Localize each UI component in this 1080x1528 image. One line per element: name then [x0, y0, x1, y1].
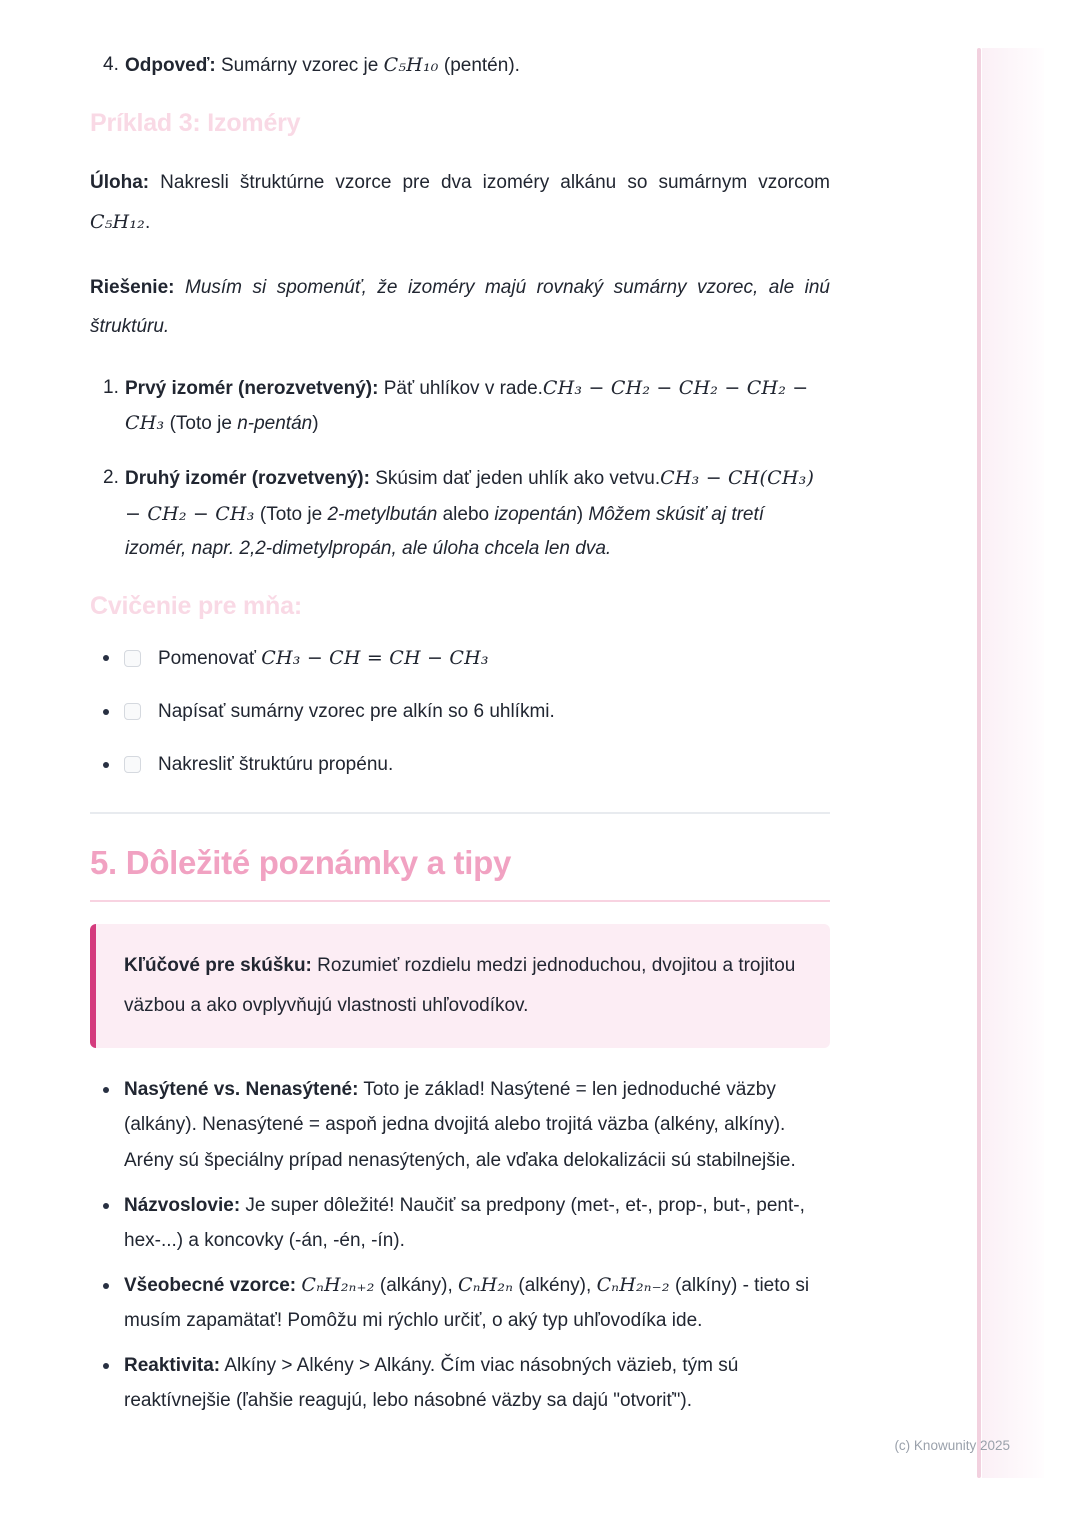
- list-number: 1.: [103, 376, 119, 398]
- formula-c5h10: C₅H₁₀: [383, 54, 439, 76]
- note-label: Názvoslovie:: [124, 1194, 241, 1216]
- bullet-dot-icon: [103, 655, 109, 661]
- solution-label: Riešenie:: [90, 277, 175, 299]
- note-text: [124, 1268, 830, 1338]
- practice-checklist: [90, 641, 830, 783]
- checklist-label: [158, 747, 393, 782]
- isomer-1-text: [125, 371, 830, 441]
- content-column: [90, 48, 830, 1418]
- task-tail: .: [144, 212, 151, 234]
- solution-paragraph: [90, 269, 830, 347]
- checklist-label: [158, 694, 555, 729]
- bullet-dot-icon: [103, 709, 109, 715]
- list-number: 2.: [103, 467, 119, 489]
- example3-heading: Príklad 3: Izoméry: [90, 109, 301, 138]
- callout-label: Kľúčové pre skúšku:: [124, 955, 312, 977]
- callout-paragraph: [124, 946, 802, 1026]
- note-label: Všeobecné vzorce:: [124, 1274, 297, 1296]
- note-text: [124, 1188, 830, 1258]
- note-item-general-formulas: [103, 1268, 830, 1338]
- checkbox[interactable]: [124, 703, 141, 720]
- formula-c5h12: C₅H₁₂: [90, 211, 145, 234]
- page-edge-accent-line: [977, 48, 981, 1478]
- formula-alkyne-general: CₙH₂ₙ₋₂: [596, 1273, 670, 1296]
- formula-alkane-general: CₙH₂ₙ₊₂: [301, 1273, 375, 1296]
- section-divider: [90, 812, 830, 814]
- answer-step-item: [90, 48, 830, 83]
- isomer-1-paren: (Toto je: [164, 413, 238, 435]
- checklist-3-text: Nakresliť štruktúru propénu.: [158, 754, 394, 776]
- note-label: Nasýtené vs. Nenasýtené:: [124, 1079, 359, 1101]
- note-text: [124, 1348, 830, 1418]
- practice-heading: Cvičenie pre mňa:: [90, 591, 302, 620]
- note-body-text: Je super dôležité! Naučiť sa predpony (met-, et-, prop-, but-, pent-, hex-...) a koncovky (-án, -én, -ín).: [124, 1194, 805, 1251]
- page-edge-tint: [982, 48, 1044, 1478]
- isomer-item-1: [103, 371, 830, 441]
- formula-isopentane-chain: CH₃ − CH(CH₃) − CH₂ − CH₃: [125, 467, 815, 525]
- note-text-3: (alkíny) - tieto si musím zapamätať! Pomôžu mi rýchlo určiť, o aký typ uhľovodíka ide.: [124, 1274, 810, 1332]
- checklist-item-3: [103, 747, 830, 782]
- answer-tail: (pentén).: [438, 55, 520, 76]
- isomer-2-name-b: izopentán: [494, 503, 577, 525]
- bullet-dot-icon: [103, 762, 109, 768]
- isomer-2-name-a: 2-metylbután: [327, 503, 438, 525]
- formula-butene-chain: CH₃ − CH = CH − CH₃: [261, 646, 489, 669]
- list-number: 4.: [103, 54, 119, 75]
- section5-heading: 5. Dôležité poznámky a tipy: [90, 844, 830, 902]
- note-item-saturation: [103, 1072, 830, 1177]
- isomer-list: [90, 371, 830, 566]
- isomer-2-close: ): [576, 503, 589, 525]
- note-item-nomenclature: [103, 1188, 830, 1258]
- answer-label: Odpoveď:: [125, 55, 216, 76]
- isomer-item-2: [103, 461, 830, 566]
- note-label: Reaktivita:: [124, 1355, 221, 1377]
- bullet-dot-icon: [103, 1363, 109, 1369]
- checklist-label: [158, 641, 489, 676]
- task-paragraph: [90, 164, 830, 243]
- isomer-1-label: Prvý izomér (nerozvetvený):: [125, 377, 379, 399]
- note-item-reactivity: [103, 1348, 830, 1418]
- notes-list: [90, 1072, 830, 1418]
- key-exam-callout: [90, 924, 830, 1048]
- note-body-text: Alkíny > Alkény > Alkány. Čím viac násobných väzieb, tým sú reaktívnejšie (ľahšie reagujú, lebo násobné väzby sa dajú "otvoriť").: [124, 1355, 739, 1412]
- checkbox[interactable]: [124, 650, 141, 667]
- bullet-dot-icon: [103, 1087, 109, 1093]
- isomer-1-name: n-pentán: [237, 413, 313, 435]
- isomer-2-label: Druhý izomér (rozvetvený):: [125, 468, 370, 490]
- isomer-1-close: ): [312, 413, 319, 435]
- bullet-dot-icon: [103, 1283, 109, 1289]
- solution-italic-text: Musím si spomenúť, že izoméry majú rovnaký sumárny vzorec, ale inú štruktúru.: [90, 277, 830, 337]
- note-body-text: Toto je základ! Nasýtené = len jednoduché väzby (alkány). Nenasýtené = aspoň jedna dvojitá alebo trojitá väzba (alkény, alkíny). Arény sú špeciálny prípad nenasýtených, ale vďaka delokalizácii sú stabilnejšie.: [124, 1079, 796, 1171]
- isomer-2-paren: (Toto je: [254, 503, 328, 525]
- footer-copyright: (c) Knowunity 2025: [894, 1438, 1010, 1453]
- checklist-item-1: [103, 641, 830, 676]
- note-text-2: (alkény),: [513, 1274, 597, 1296]
- callout-text: Rozumieť rozdielu medzi jednoduchou, dvojitou a trojitou väzbou a ako ovplyvňujú vlastnosti uhľovodíkov.: [124, 955, 796, 1017]
- note-text-1: (alkány),: [374, 1274, 459, 1296]
- task-label: Úloha:: [90, 172, 150, 194]
- bullet-dot-icon: [103, 1203, 109, 1209]
- task-text: Nakresli štruktúrne vzorce pre dva izoméry alkánu so sumárnym vzorcom: [149, 172, 830, 194]
- checkbox[interactable]: [124, 756, 141, 773]
- checklist-item-2: [103, 694, 830, 729]
- formula-n-pentane-chain: CH₃ − CH₂ − CH₂ − CH₂ − CH₃: [125, 376, 809, 435]
- answer-line: [125, 48, 830, 83]
- isomer-2-text: [125, 461, 830, 566]
- isomer-1-body: Päť uhlíkov v rade.: [378, 377, 543, 399]
- isomer-2-body: Skúsim dať jeden uhlík ako vetvu.: [369, 468, 661, 490]
- checklist-2-text: Napísať sumárny vzorec pre alkín so 6 uhlíkmi.: [158, 701, 555, 723]
- isomer-2-note: Môžem skúsiť aj tretí izomér, napr. 2,2-dimetylpropán, ale úloha chcela len dva.: [125, 503, 765, 559]
- isomer-2-or: alebo: [437, 503, 495, 525]
- answer-text: Sumárny vzorec je: [215, 55, 384, 76]
- formula-alkene-general: CₙH₂ₙ: [458, 1273, 514, 1296]
- checklist-1-text: Pomenovať: [158, 647, 262, 669]
- note-text: [124, 1072, 830, 1177]
